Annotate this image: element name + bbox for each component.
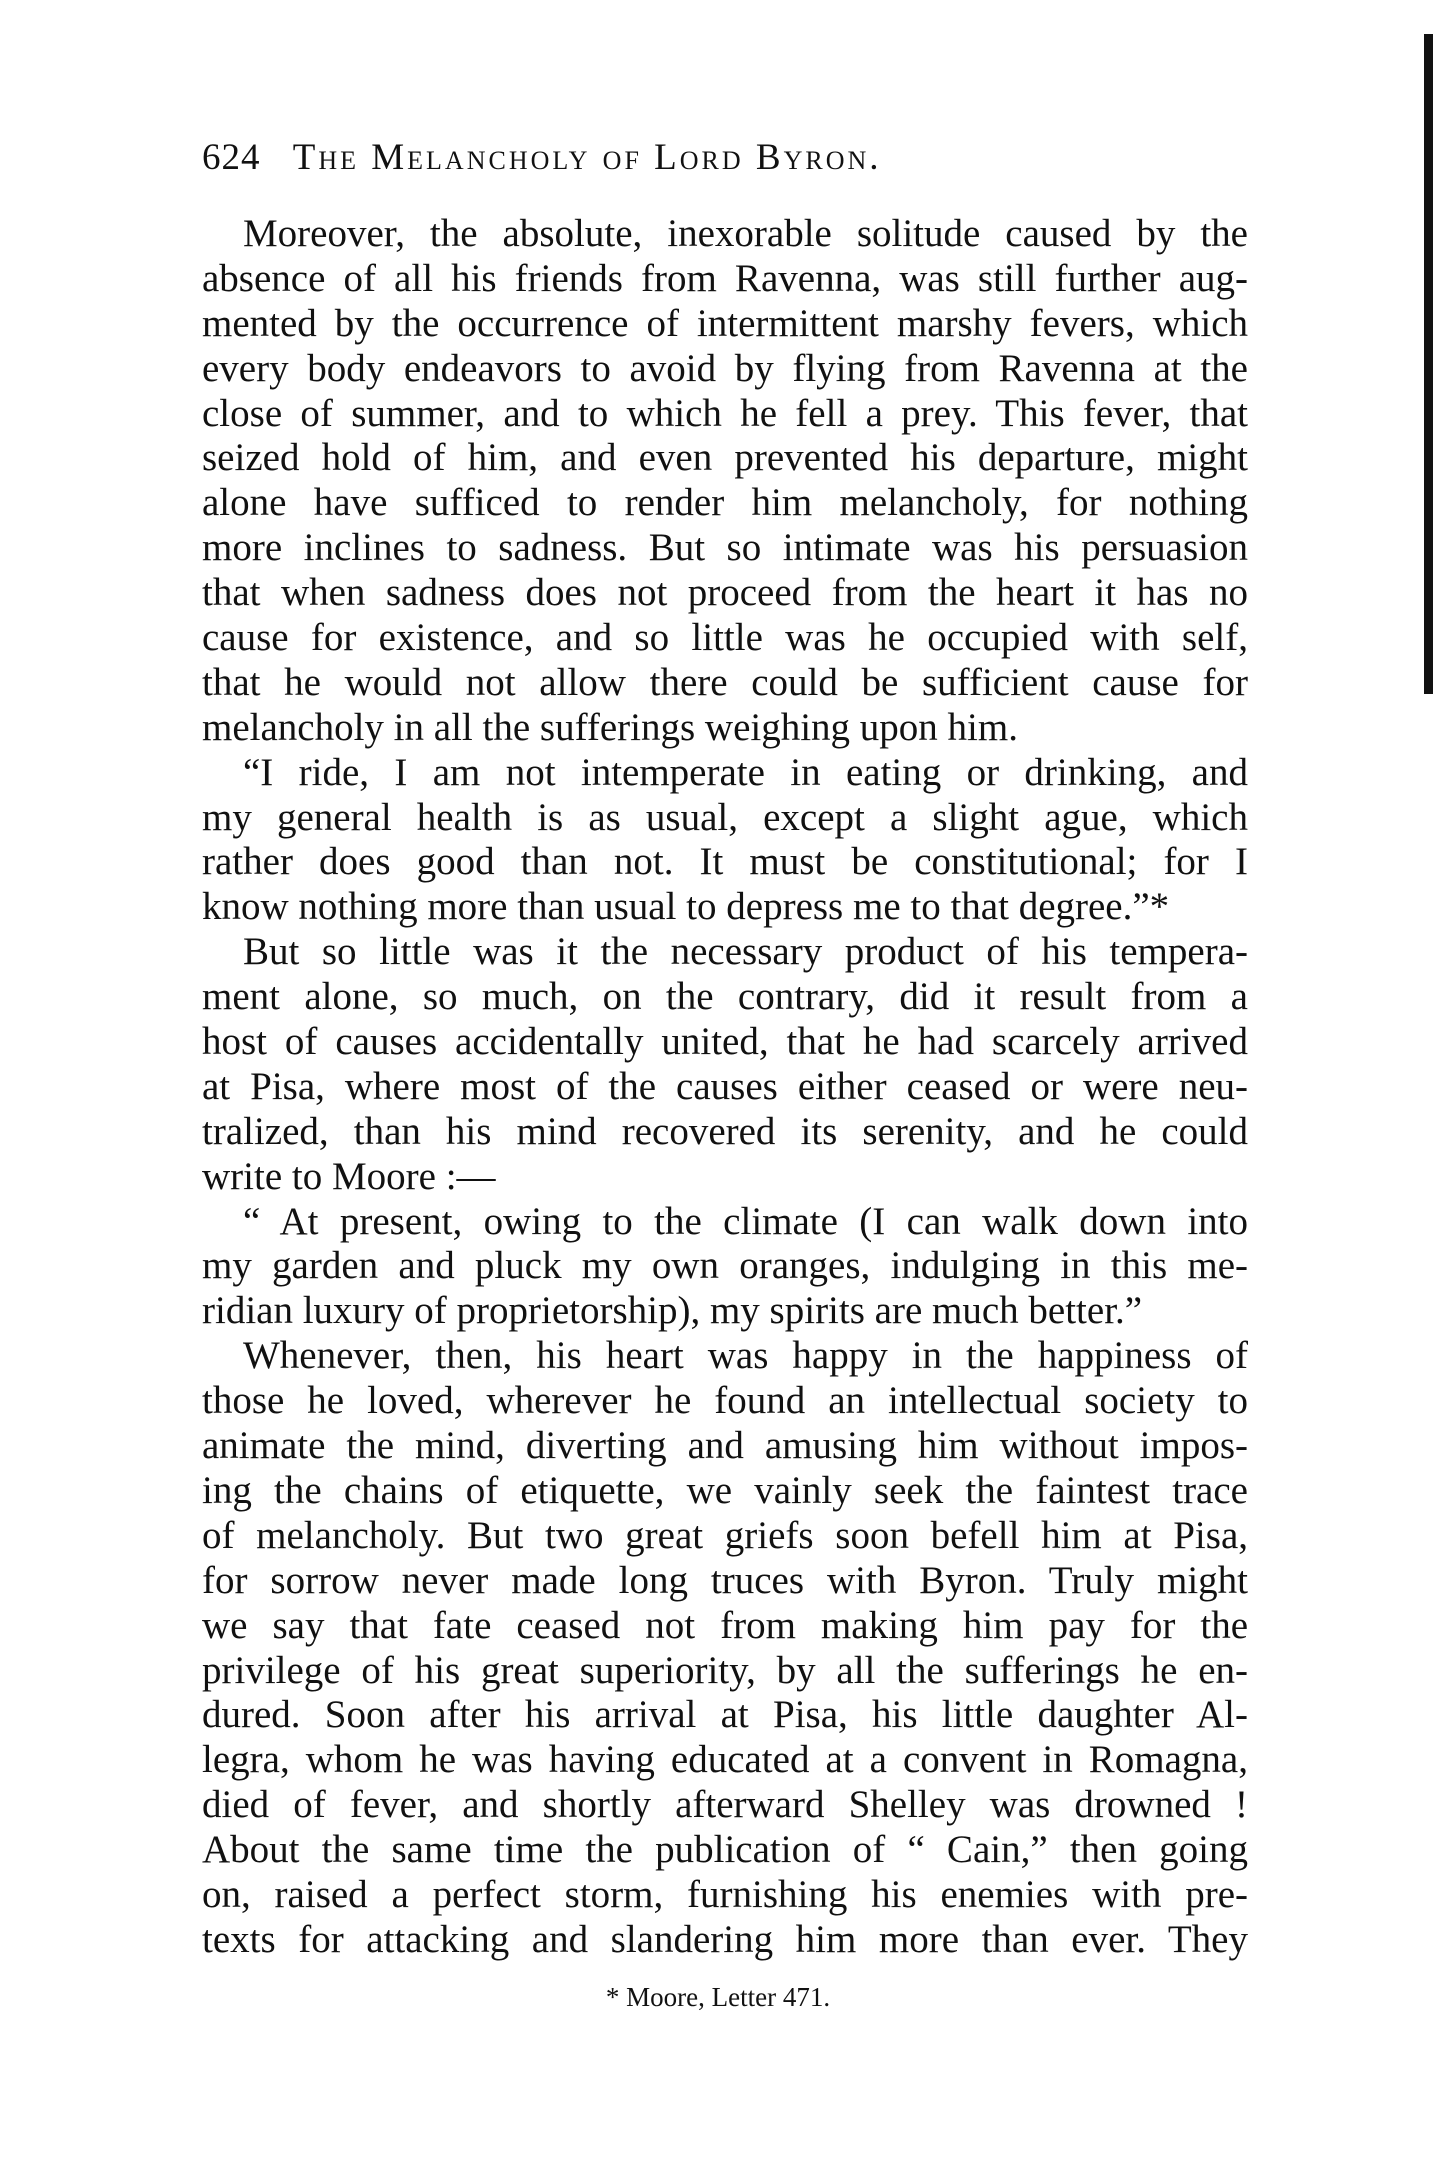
text-line: tralized, than his mind recovered its serenity, and he could [202,1109,1248,1153]
text-line: About the same time the publication of “ Cain,” then going [202,1828,1248,1872]
text-line: texts for attacking and slandering him more than ever. They [202,1917,1248,1961]
text-line: ment alone, so much, on the contrary, did it result from a [202,975,1248,1019]
text-line: ing the chains of etiquette, we vainly seek the faintest trace [202,1468,1248,1512]
text-line: that when sadness does not proceed from the heart it has no [202,571,1248,615]
text-line: Moreover, the absolute, inexorable solitude caused by the [243,212,1248,255]
text-line: we say that fate ceased not from making him pay for the [202,1603,1248,1647]
text-line: every body endeavors to avoid by flying from Ravenna at the [202,346,1248,390]
text-line: “ At present, owing to the climate (I can walk down into [243,1199,1248,1243]
text-line: write to Moore :— [202,1154,496,1198]
text-line: But so little was it the necessary product of his tempera- [243,930,1248,974]
text-line: mented by the occurrence of intermittent marshy fevers, which [202,301,1248,345]
text-line: for sorrow never made long truces with Byron. Truly might [202,1558,1248,1602]
page-number: 624 [202,137,261,178]
text-line: privilege of his great superiority, by all the sufferings he en- [202,1648,1248,1692]
text-line: my general health is as usual, except a slight ague, which [202,795,1248,839]
text-line: my garden and pluck my own oranges, indulging in this me- [202,1244,1248,1288]
text-line: Whenever, then, his heart was happy in the happiness of [243,1334,1248,1378]
text-line: rather does good than not. It must be constitutional; for I [202,840,1248,884]
text-line: of melancholy. But two great griefs soon befell him at Pisa, [202,1513,1248,1557]
text-line: legra, whom he was having educated at a convent in Romagna, [202,1738,1248,1782]
text-line: died of fever, and shortly afterward Shelley was drowned ! [202,1783,1248,1827]
text-line: those he loved, wherever he found an intellectual society to [202,1379,1248,1423]
text-line: more inclines to sadness. But so intimate was his persuasion [202,526,1248,570]
text-line: at Pisa, where most of the causes either ceased or were neu- [202,1064,1248,1108]
text-line: that he would not allow there could be sufficient cause for [202,660,1248,704]
text-line: cause for existence, and so little was he occupied with self, [202,616,1248,660]
text-line: alone have sufficed to render him melancholy, for nothing [202,481,1248,525]
text-line: on, raised a perfect storm, furnishing his enemies with pre- [202,1872,1248,1916]
text-line: know nothing more than usual to depress me to that degree.”* [202,885,1170,929]
text-line: seized hold of him, and even prevented his departure, might [202,436,1248,480]
running-header [202,136,882,179]
text-line: animate the mind, diverting and amusing him without impos- [202,1424,1248,1468]
text-line: “I ride, I am not intemperate in eating or drinking, and [243,750,1248,794]
text-line: host of causes accidentally united, that he had scarcely arrived [202,1020,1248,1064]
text-line: ridian luxury of proprietorship), my spirits are much better.” [202,1289,1143,1333]
body-text [202,212,1248,1963]
text-line: close of summer, and to which he fell a prey. This fever, that [202,391,1248,435]
text-line: absence of all his friends from Ravenna, was still further aug- [202,256,1248,300]
text-line: melancholy in all the sufferings weighing upon him. [202,705,1018,749]
footnote: * Moore, Letter 471. [605,1982,831,2012]
scan-edge-shadow [1424,34,1433,694]
text-line: dured. Soon after his arrival at Pisa, his little daughter Al- [202,1693,1248,1737]
running-title: The Melancholy of Lord Byron. [292,137,882,178]
